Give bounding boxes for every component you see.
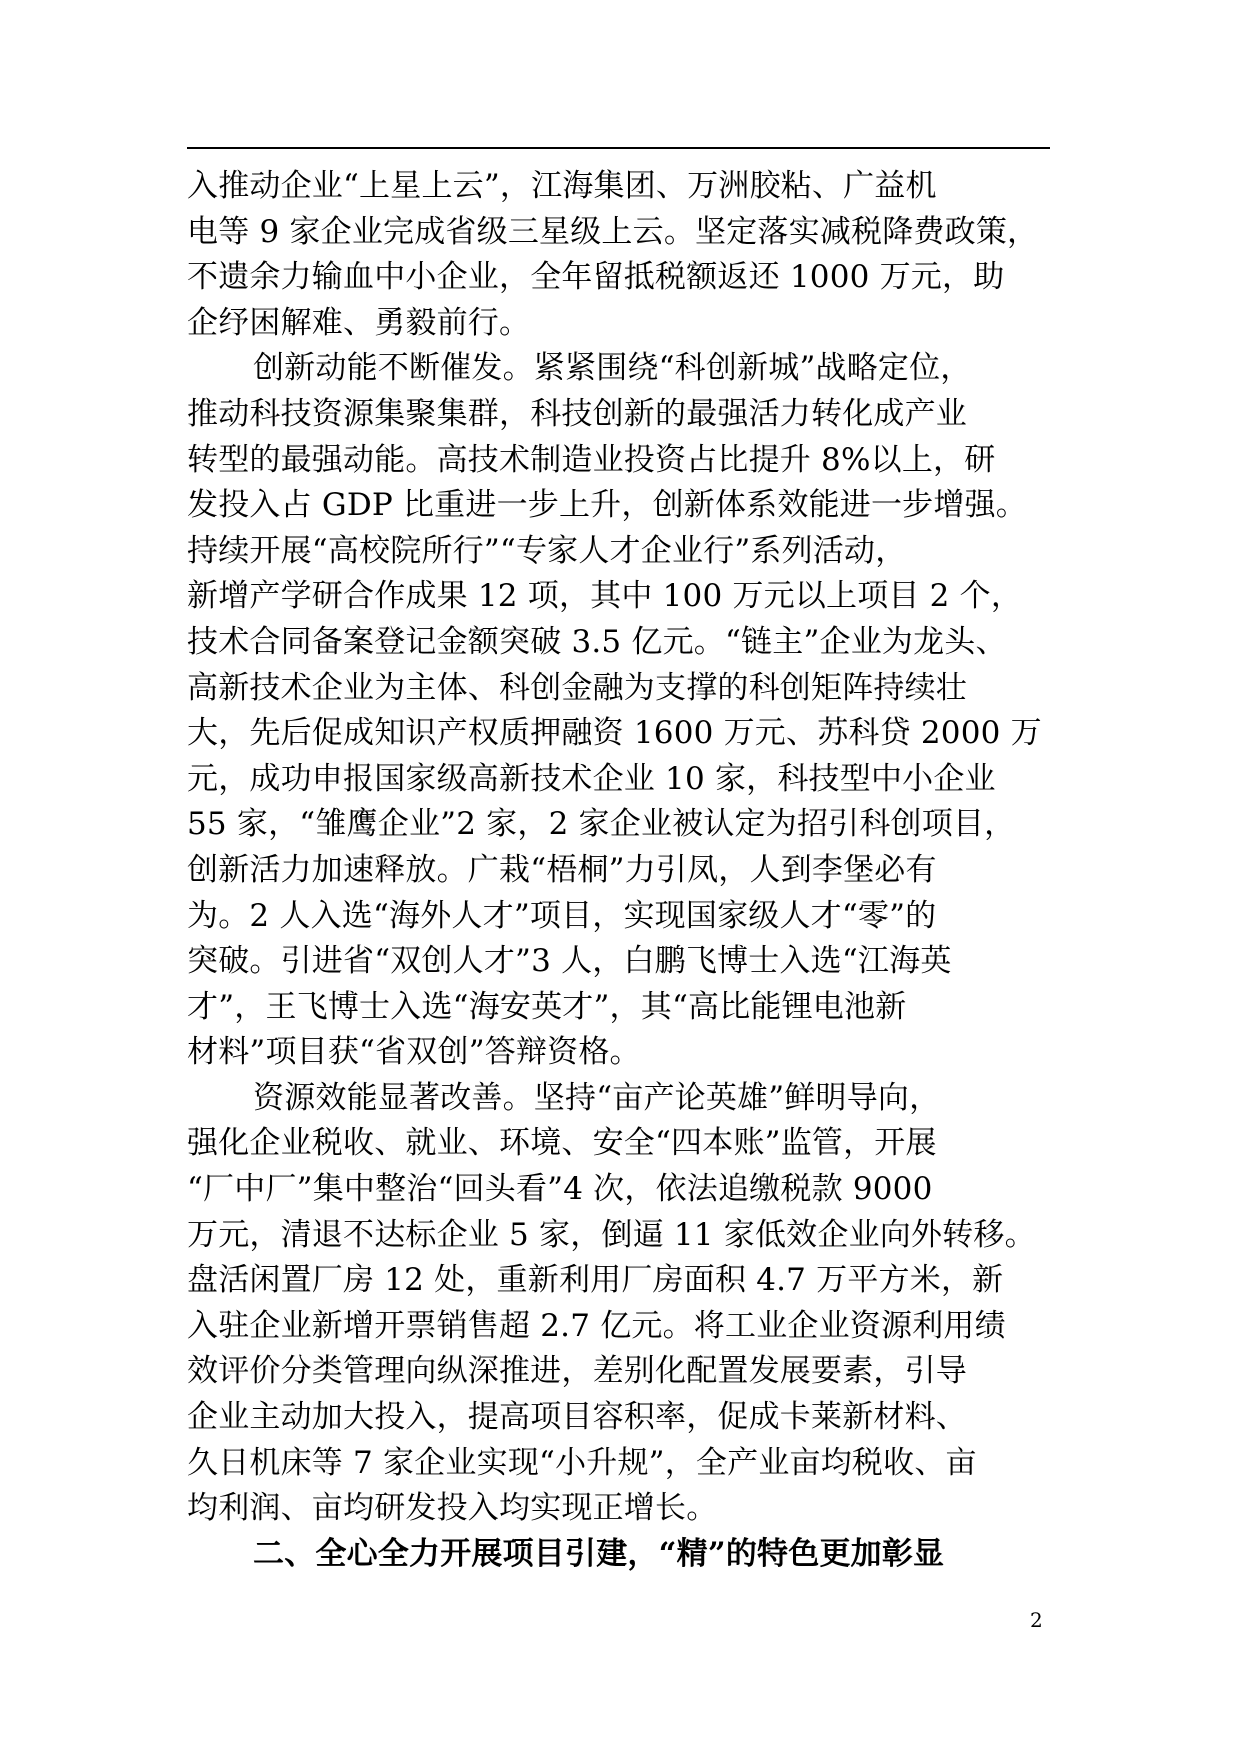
text-line: 创新活力加速释放。广栽“梧桐”力引凤，人到李堡必有 [187,851,937,888]
text-line: 突破。引进省“双创人才”3 人，白鹏飞博士入选“江海英 [187,943,952,980]
page-number: 2 [1030,1608,1043,1632]
text-line: 效评价分类管理向纵深推进，差别化配置发展要素，引导 [187,1353,967,1390]
body-text [187,164,1087,1577]
text-line: 强化企业税收、就业、环境、安全“四本账”监管，开展 [187,1125,937,1162]
text-line: 推动科技资源集聚集群，科技创新的最强活力转化成产业 [187,395,967,432]
text-line: 转型的最强动能。高技术制造业投资占比提升 8%以上，研 [187,441,996,478]
paragraph-start-resources: 资源效能显著改善。坚持“亩产论英雄”鲜明导向， [253,1079,941,1116]
text-line: 企纾困解难、勇毅前行。 [187,304,531,341]
text-line: 盘活闲置厂房 12 处，重新利用厂房面积 4.7 万平方米，新 [187,1262,1004,1299]
text-line: 元，成功申报国家级高新技术企业 10 家，科技型中小企业 [187,760,996,797]
text-line: 万元，清退不达标企业 5 家，倒逼 11 家低效企业向外转移。 [187,1216,1036,1253]
text-line: “厂中厂”集中整治“回头看”4 次，依法追缴税款 9000 [187,1171,933,1208]
text-line: 为。2 人入选“海外人才”项目，实现国家级人才“零”的 [187,897,937,934]
text-line: 企业主动加大投入，提高项目容积率，促成卡莱新材料、 [187,1399,967,1436]
paragraph-start-innovation: 创新动能不断催发。紧紧围绕“科创新城”战略定位， [253,350,972,387]
text-line: 电等 9 家企业完成省级三星级上云。坚定落实减税降费政策， [187,213,1039,250]
section-heading: 二、全心全力开展项目引建，“精”的特色更加彰显 [253,1535,945,1572]
header-rule [187,147,1050,149]
text-line: 高新技术企业为主体、科创金融为支撑的科创矩阵持续壮 [187,669,967,706]
text-line: 大，先后促成知识产权质押融资 1600 万元、苏科贷 2000 万 [187,715,1042,752]
text-line: 55 家，“雏鹰企业”2 家，2 家企业被认定为招引科创项目， [187,806,1016,843]
text-line: 技术合同备案登记金额突破 3.5 亿元。“链主”企业为龙头、 [187,623,1007,660]
text-line: 新增产学研合作成果 12 项，其中 100 万元以上项目 2 个， [187,578,1023,615]
text-line: 均利润、亩均研发投入均实现正增长。 [187,1490,718,1527]
text-line: 才”，王飞博士入选“海安英才”，其“高比能锂电池新 [187,988,907,1025]
text-line: 入推动企业“上星上云”，江海集团、万洲胶粘、广益机 [187,168,937,204]
text-line: 不遗余力输血中小企业，全年留抵税额返还 1000 万元，助 [187,259,1005,296]
text-line: 持续开展“高校院所行”“专家人才企业行”系列活动， [187,532,907,569]
text-line: 久日机床等 7 家企业实现“小升规”，全产业亩均税收、亩 [187,1444,977,1481]
text-line: 发投入占 GDP 比重进一步上升，创新体系效能进一步增强。 [187,487,1027,524]
text-line: 入驻企业新增开票销售超 2.7 亿元。将工业企业资源利用绩 [187,1307,1006,1344]
text-line: 材料”项目获“省双创”答辩资格。 [187,1034,641,1071]
